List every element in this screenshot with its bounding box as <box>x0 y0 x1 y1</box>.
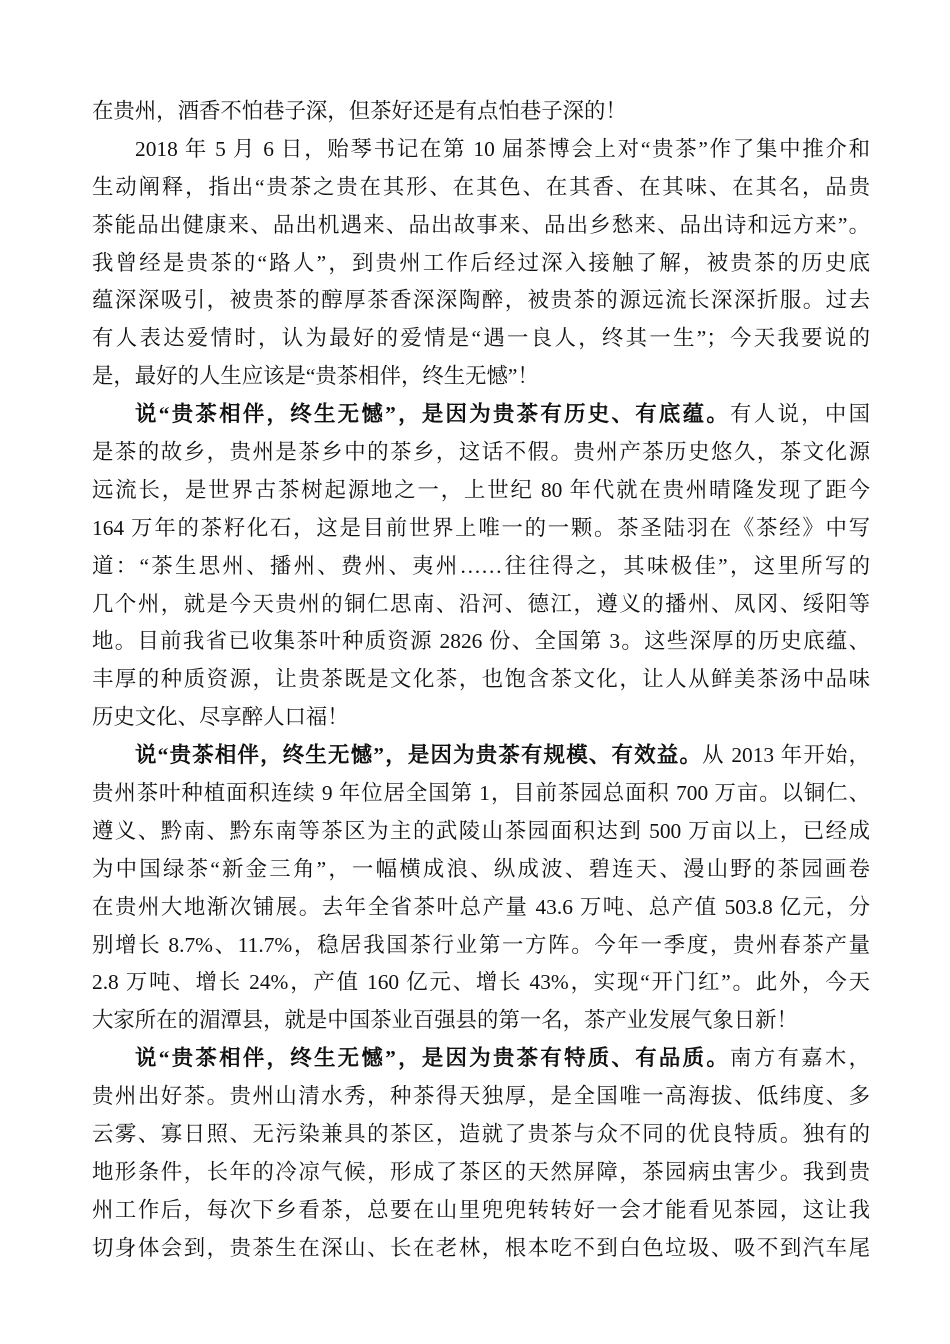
text-line <box>92 775 870 813</box>
line-text: 贵州出好茶。贵州山清水秀，种茶得天独厚，是全国唯一高海拔、低纬度、多 <box>92 1084 870 1109</box>
line-text: 为中国绿茶“新金三角”，一幅横成浪、纵成波、碧连天、漫山野的茶园画卷 <box>92 856 870 881</box>
paragraph <box>92 396 870 737</box>
text-line <box>92 851 870 889</box>
text-line <box>92 131 870 169</box>
line-text: 州工作后，每次下乡看茶，总要在山里兜兜转转好一会才能看见茶园，这让我 <box>92 1197 870 1222</box>
line-text: 是，最好的人生应该是“贵茶相伴，终生无憾”！ <box>92 364 539 389</box>
paragraph-lead-heading: 说“贵茶相伴，终生无憾”，是因为贵茶有特质、有品质。 <box>135 1046 731 1071</box>
text-line <box>92 699 870 737</box>
line-text: 几个州，就是今天贵州的铜仁思南、沿河、德江，遵义的播州、凤冈、绥阳等 <box>92 591 870 616</box>
line-text: 南方有嘉木， <box>730 1046 870 1071</box>
line-text: 远流长，是世界古茶树起源地之一，上世纪 80 年代就在贵州晴隆发现了距今 <box>92 477 870 502</box>
line-text: 云雾、寡日照、无污染兼具的茶区，造就了贵茶与众不同的优良特质。独有的 <box>92 1122 870 1147</box>
text-line <box>92 1040 870 1078</box>
line-text: 贵州茶叶种植面积连续 9 年位居全国第 1，目前茶园总面积 700 万亩。以铜仁、 <box>92 781 870 806</box>
text-line <box>92 623 870 661</box>
text-line <box>92 1002 870 1040</box>
text-line <box>92 548 870 586</box>
line-text: 是茶的故乡，贵州是茶乡中的茶乡，这话不假。贵州产茶历史悠久，茶文化源 <box>92 440 870 465</box>
text-line <box>92 1192 870 1230</box>
line-text: 从 2013 年开始， <box>702 743 870 768</box>
line-text: 道：“茶生思州、播州、费州、夷州……往往得之，其味极佳”，这里所写的 <box>92 553 870 578</box>
text-line <box>92 889 870 927</box>
text-line <box>92 586 870 624</box>
text-line <box>92 964 870 1002</box>
text-line <box>92 169 870 207</box>
paragraph <box>92 131 870 396</box>
document-body <box>92 93 870 1268</box>
line-text: 2018 年 5 月 6 日，贻琴书记在第 10 届茶博会上对“贵茶”作了集中推介和 <box>135 136 870 161</box>
line-text: 蕴深深吸引，被贵茶的醇厚茶香深深陶醉，被贵茶的源远流长深深折服。过去 <box>92 288 870 313</box>
text-line <box>92 434 870 472</box>
paragraph <box>92 737 870 1040</box>
paragraph-lead-heading: 说“贵茶相伴，终生无憾”，是因为贵茶有历史、有底蕴。 <box>135 402 731 427</box>
line-text: 在贵州大地渐次铺展。去年全省茶叶总产量 43.6 万吨、总产值 503.8 亿元，分 <box>92 894 870 919</box>
line-text: 有人说，中国 <box>730 402 870 427</box>
text-line <box>92 320 870 358</box>
text-line <box>92 207 870 245</box>
line-text: 切身体会到，贵茶生在深山、长在老林，根本吃不到白色垃圾、吸不到汽车尾 <box>92 1235 870 1260</box>
text-line <box>92 282 870 320</box>
line-text: 164 万年的茶籽化石，这是目前世界上唯一的一颗。茶圣陆羽在《茶经》中写 <box>92 515 870 540</box>
text-line <box>92 661 870 699</box>
line-text: 遵义、黔南、黔东南等茶区为主的武陵山茶园面积达到 500 万亩以上，已经成 <box>92 818 870 843</box>
paragraph <box>92 93 870 131</box>
paragraph-lead-heading: 说“贵茶相伴，终生无憾”，是因为贵茶有规模、有效益。 <box>135 743 703 768</box>
line-text: 生动阐释，指出“贵茶之贵在其形、在其色、在其香、在其味、在其名，品贵 <box>92 174 870 199</box>
text-line <box>92 510 870 548</box>
text-line <box>92 1230 870 1268</box>
text-line <box>92 245 870 283</box>
text-line <box>92 737 870 775</box>
text-line <box>92 1154 870 1192</box>
text-line <box>92 927 870 965</box>
text-line <box>92 1078 870 1116</box>
text-line <box>92 813 870 851</box>
text-line <box>92 358 870 396</box>
line-text: 2.8 万吨、增长 24%，产值 160 亿元、增长 43%，实现“开门红”。此外，今天 <box>92 970 870 995</box>
line-text: 我曾经是贵茶的“路人”，到贵州工作后经过深入接触了解，被贵茶的历史底 <box>92 250 870 275</box>
line-text: 茶能品出健康来、品出机遇来、品出故事来、品出乡愁来、品出诗和远方来”。 <box>92 212 870 237</box>
line-text: 历史文化、尽享醉人口福！ <box>92 705 349 730</box>
text-line <box>92 93 870 131</box>
text-line <box>92 396 870 434</box>
paragraph <box>92 1040 870 1267</box>
line-text: 有人表达爱情时，认为最好的爱情是“遇一良人，终其一生”；今天我要说的 <box>92 326 870 351</box>
line-text: 地。目前我省已收集茶叶种质资源 2826 份、全国第 3。这些深厚的历史底蕴、 <box>92 629 870 654</box>
text-line <box>92 1116 870 1154</box>
line-text: 丰厚的种质资源，让贵茶既是文化茶，也饱含茶文化，让人从鲜美茶汤中品味 <box>92 667 870 692</box>
text-line <box>92 472 870 510</box>
line-text: 别增长 8.7%、11.7%，稳居我国茶行业第一方阵。今年一季度，贵州春茶产量 <box>92 932 870 957</box>
line-text: 大家所在的湄潭县，就是中国茶业百强县的第一名，茶产业发展气象日新！ <box>92 1008 798 1033</box>
line-text: 在贵州，酒香不怕巷子深，但茶好还是有点怕巷子深的！ <box>92 99 627 123</box>
line-text: 地形条件，长年的冷凉气候，形成了茶区的天然屏障，茶园病虫害少。我到贵 <box>92 1159 870 1184</box>
